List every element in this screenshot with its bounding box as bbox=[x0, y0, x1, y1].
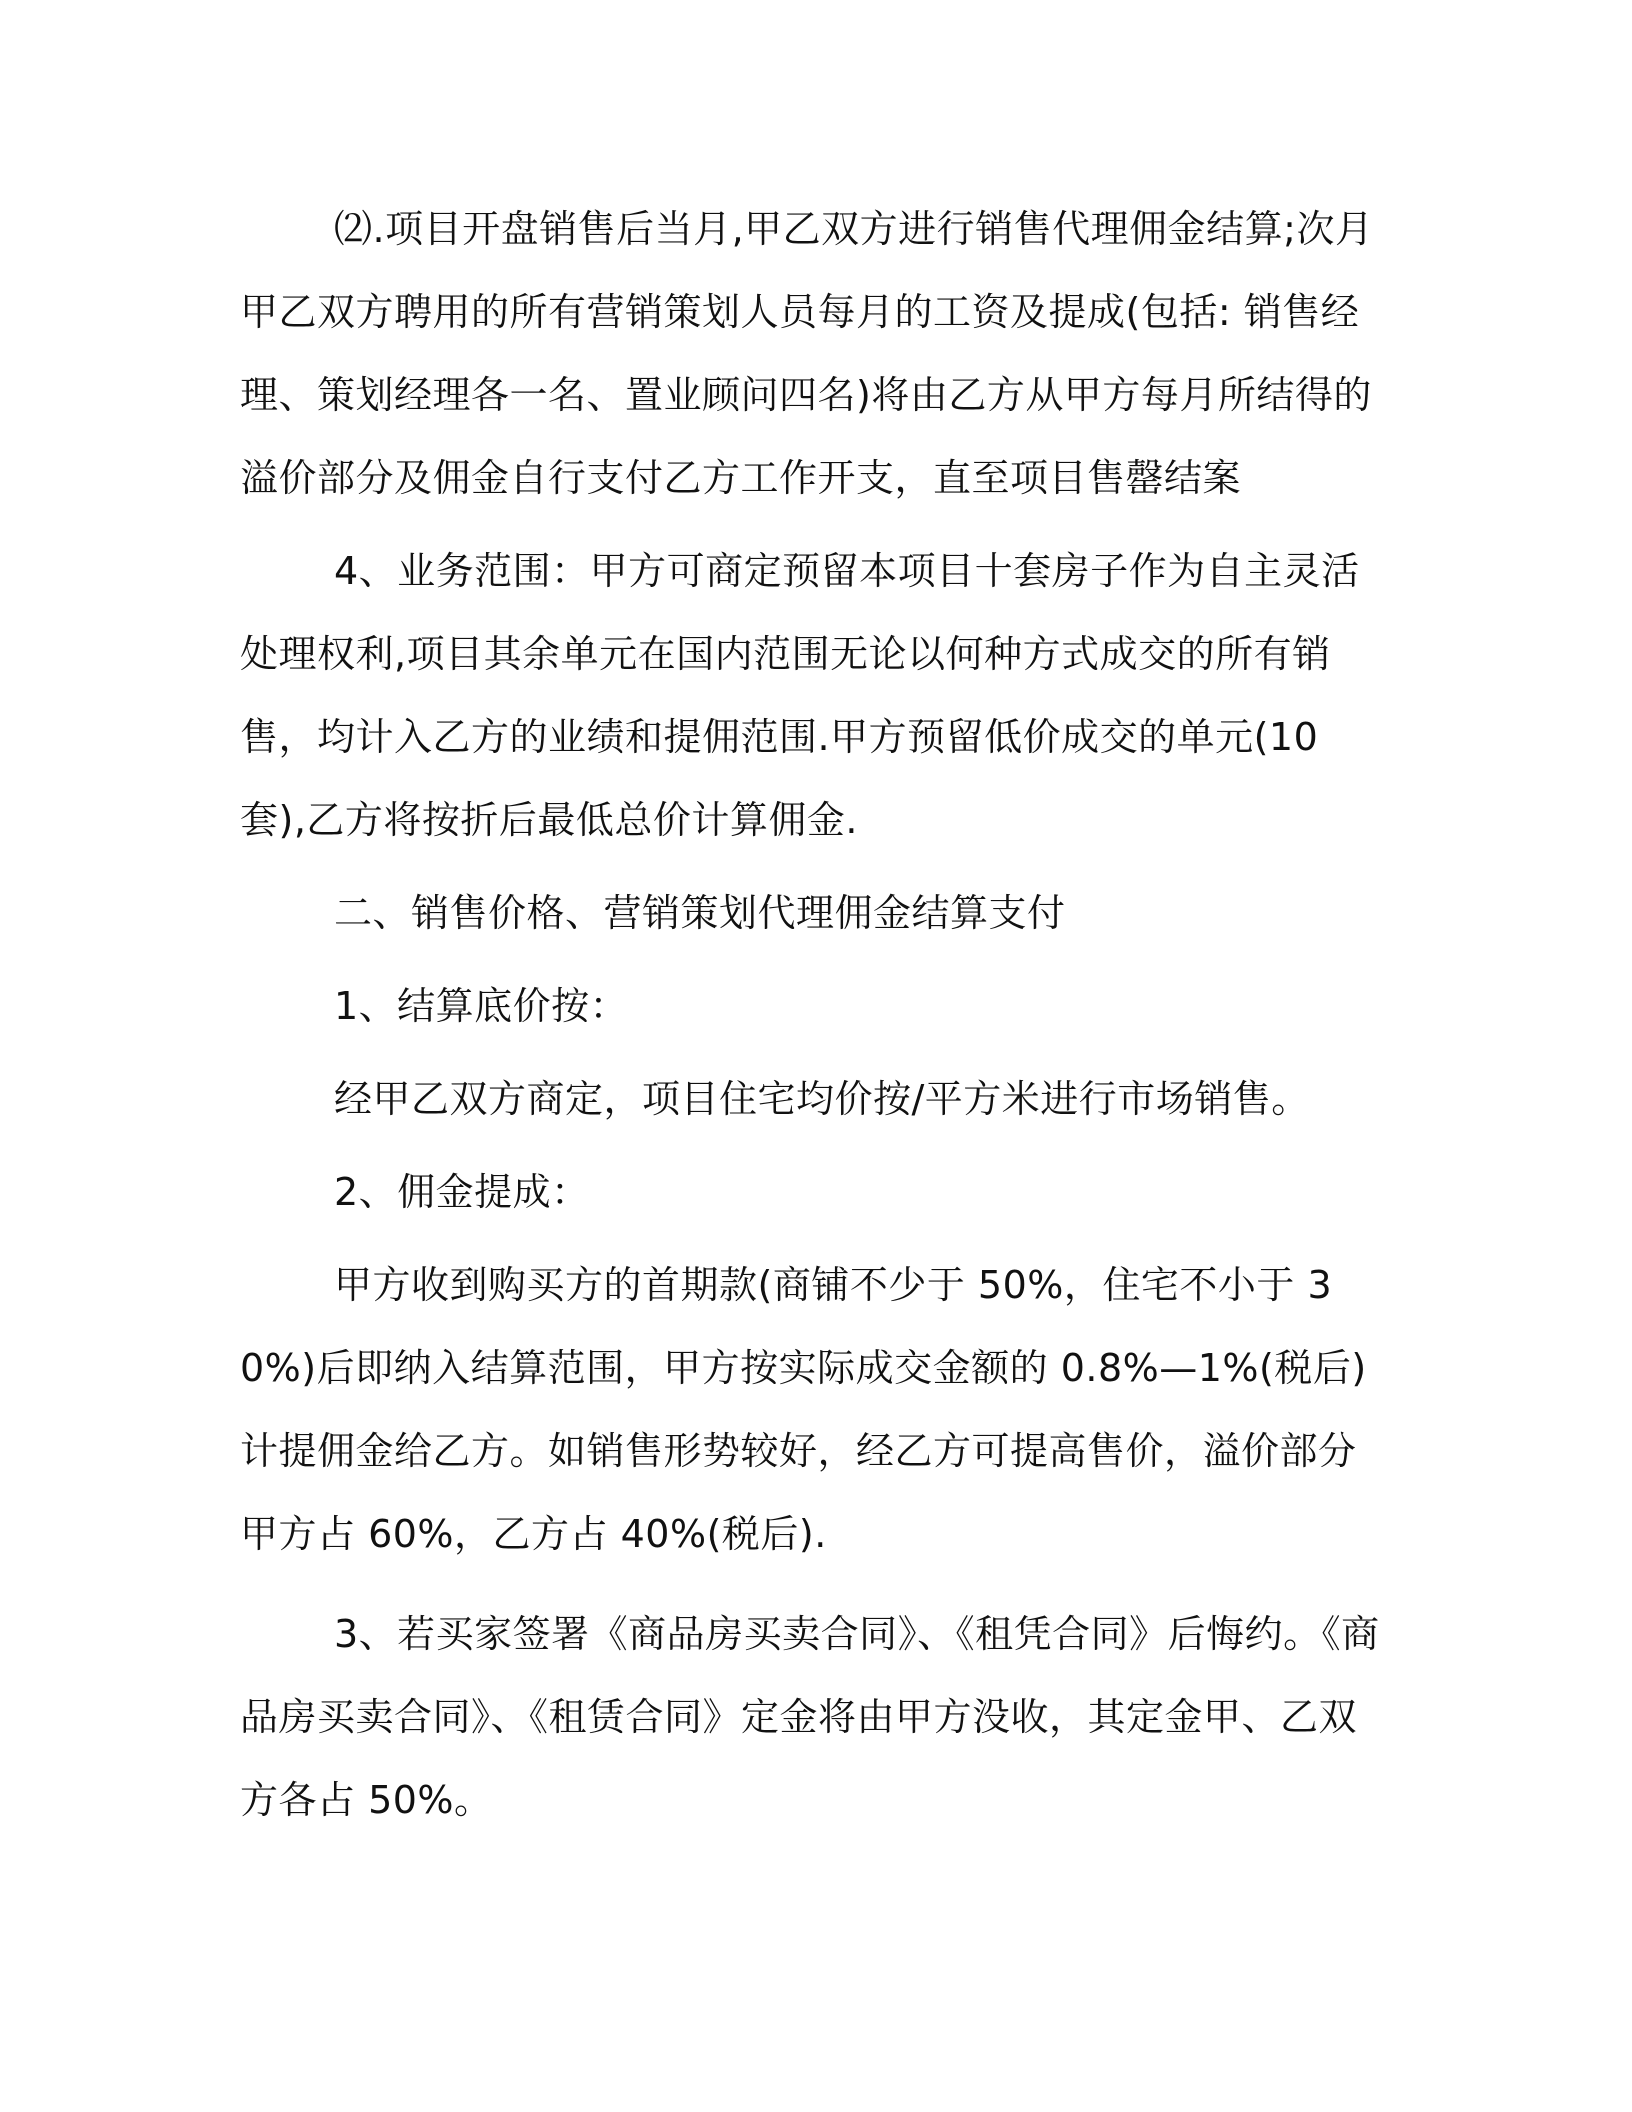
paragraph-breach-of-contract: 3、若买家签署《商品房买卖合同》、《租凭合同》后悔约。《商品房买卖合同》、《租赁合同》定金将由甲方没收，其定金甲、乙双方各占 50%。 bbox=[240, 1612, 1380, 1822]
paragraph-commission-heading: 2、佣金提成： bbox=[334, 1170, 590, 1214]
document-body bbox=[240, 188, 1390, 1842]
paragraph-commission-terms: 甲方收到购买方的首期款(商铺不少于 50%，住宅不小于 30%)后即纳入结算范围，甲方按实际成交金额的 0.8%—1%(税后)计提佣金给乙方。如销售形势较好，经乙方可提高售价，溢价部分甲方占 60%，乙方占 40%(税后). bbox=[240, 1263, 1367, 1556]
paragraph-commission-settlement: ⑵.项目开盘销售后当月,甲乙双方进行销售代理佣金结算;次月甲乙双方聘用的所有营销策划人员每月的工资及提成(包括: 销售经理、策划经理各一名、置业顾问四名)将由乙方从甲方每月所结得的溢价部分及佣金自行支付乙方工作开支，直至项目售罄结案 bbox=[240, 207, 1374, 500]
section-heading-sales-price: 二、销售价格、营销策划代理佣金结算支付 bbox=[334, 891, 1066, 935]
paragraph-settlement-base-price: 1、结算底价按： bbox=[334, 984, 629, 1028]
paragraph-average-price: 经甲乙双方商定，项目住宅均价按/平方米进行市场销售。 bbox=[334, 1077, 1310, 1121]
paragraph-business-scope: 4、业务范围：甲方可商定预留本项目十套房子作为自主灵活处理权利,项目其余单元在国内范围无论以何种方式成交的所有销售，均计入乙方的业绩和提佣范围.甲方预留低价成交的单元(10 套),乙方将按折后最低总价计算佣金. bbox=[240, 549, 1360, 842]
